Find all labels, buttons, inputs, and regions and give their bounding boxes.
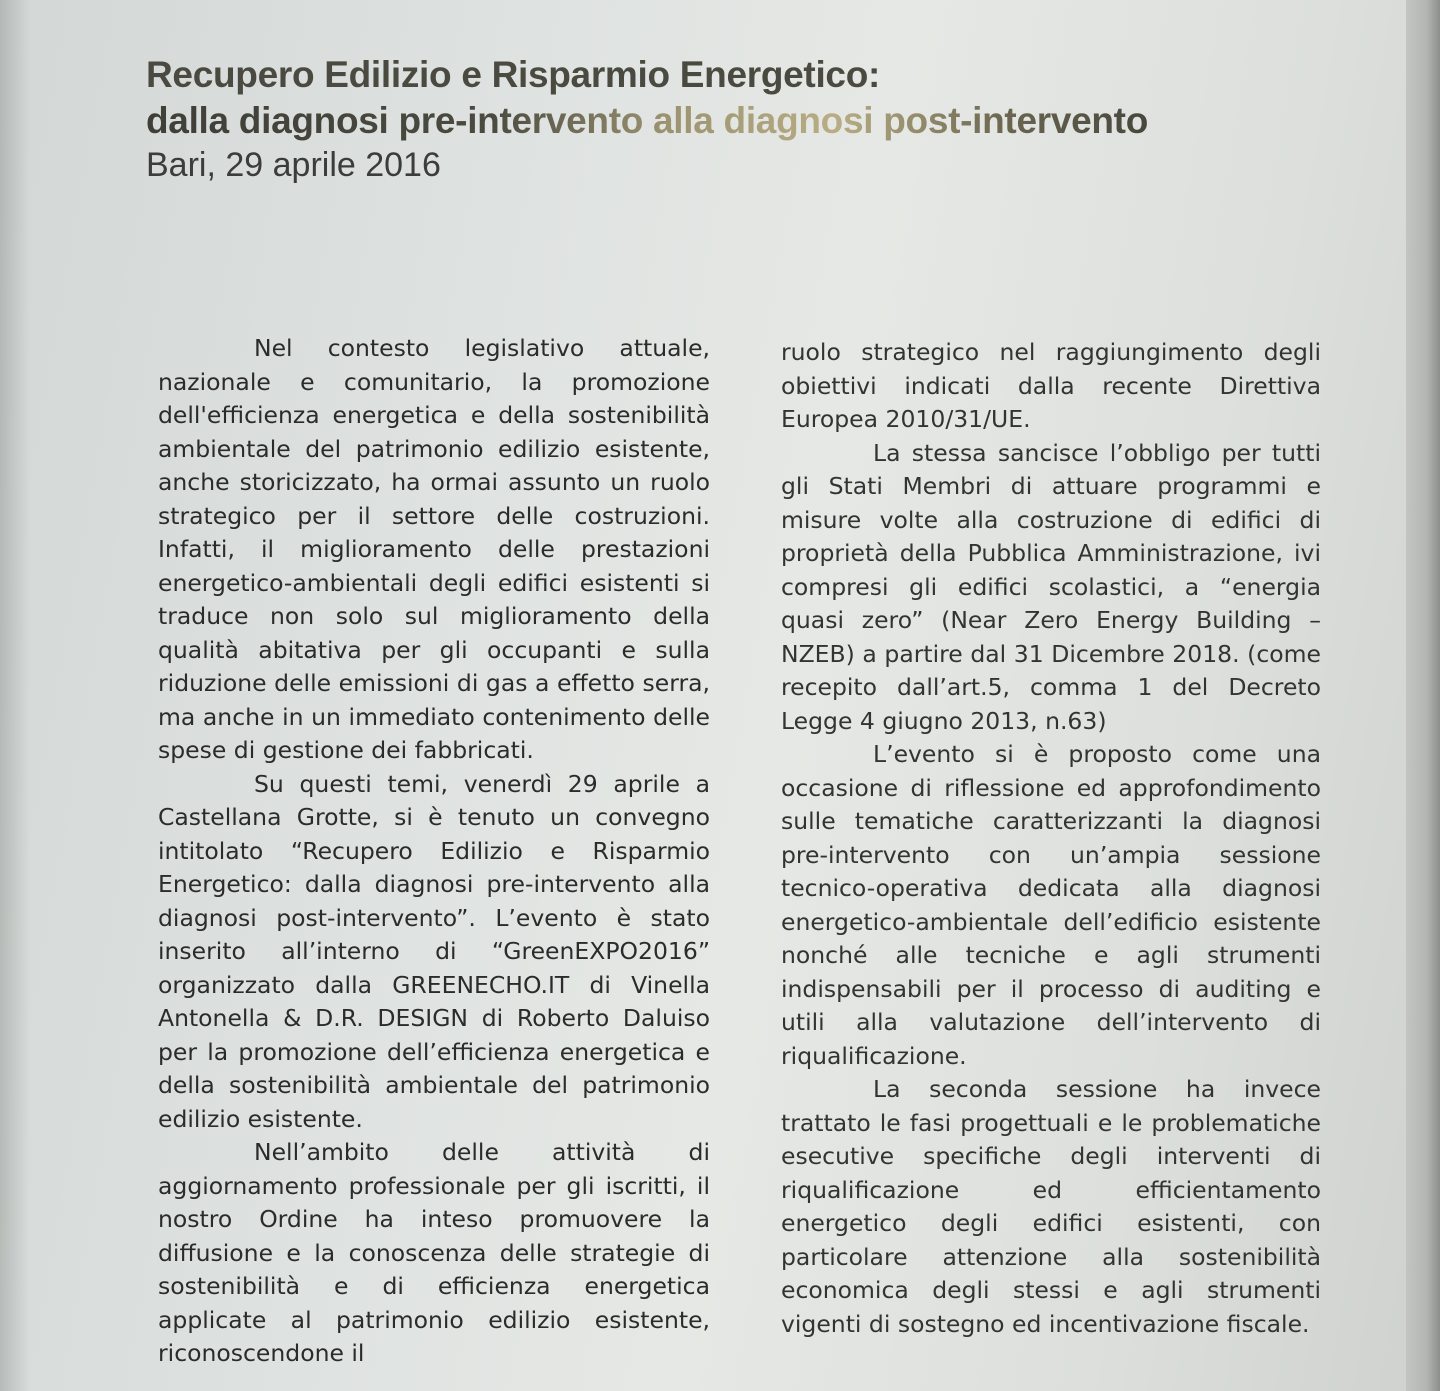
right-paragraph-2: L’evento si è proposto come una occasione di riflessione ed approfondimento sulle tematiche caratterizzanti la diagnosi pre-intervento con un’ampia sessione tecnico-operativa dedicata alla diagnosi energetico-ambientale dell’edificio esistente nonché alle tecniche e agli strumenti indispensabili per il processo di auditing e utili alla valutazione dell’intervento di riqualificazione.	[781, 740, 1321, 1070]
article-date-location: Bari, 29 aprile 2016	[146, 146, 441, 184]
article-title-line-2: dalla diagnosi pre-intervento alla diagnosi post-intervento	[146, 98, 1296, 144]
article-title-line-1: Recupero Edilizio e Risparmio Energetico:	[146, 54, 881, 95]
article-header	[146, 52, 1296, 186]
right-column	[781, 336, 1321, 1341]
left-paragraph-1: Nel contesto legislativo attuale, nazionale e comunitario, la promozione dell'efficienza energetica e della sostenibilità ambientale del patrimonio edilizio esistente, anche storicizzato, ha ormai assunto un ruolo strategico per il settore delle costruzioni. Infatti, il miglioramento delle prestazioni energetico-ambientali degli edifici esistenti si traduce non solo sul miglioramento della qualità abitativa per gli occupanti e sulla riduzione delle emissioni di gas a effetto serra, ma anche in un immediato contenimento delle spese di gestione dei fabbricati.	[158, 334, 710, 764]
left-paragraph-3: Nell’ambito delle attività di aggiornamento professionale per gli iscritti, il nostro Ordine ha inteso promuovere la diffusione e la conoscenza delle strategie di sostenibilità e di efficienza energetica applicate al patrimonio edilizio esistente, riconoscendone il	[158, 1138, 710, 1367]
left-column	[158, 332, 710, 1371]
binding-shadow	[0, 0, 30, 1391]
right-paragraph-continued: ruolo strategico nel raggiungimento degli obiettivi indicati dalla recente Direttiva Europea 2010/31/UE.	[781, 338, 1321, 433]
left-paragraph-2: Su questi temi, venerdì 29 aprile a Castellana Grotte, si è tenuto un convegno intitolato “Recupero Edilizio e Risparmio Energetico: dalla diagnosi pre-intervento alla diagnosi post-intervento”. L’evento è stato inserito all’interno di “GreenEXPO2016” organizzato dalla GREENECHO.IT di Vinella Antonella & D.R. DESIGN di Roberto Daluiso per la promozione dell’efficienza energetica e della sostenibilità ambientale del patrimonio edilizio esistente.	[158, 769, 710, 1133]
right-paragraph-1: La stessa sancisce l’obbligo per tutti gli Stati Membri di attuare programmi e misure volte alla costruzione di edifici di proprietà della Pubblica Amministrazione, ivi compresi gli edifici scolastici, a “energia quasi zero” (Near Zero Energy Building – NZEB) a partire dal 31 Dicembre 2018. (come recepito dall’art.5, comma 1 del Decreto Legge 4 giugno 2013, n.63)	[781, 438, 1321, 735]
page-edge	[1406, 0, 1440, 1391]
right-paragraph-3: La seconda sessione ha invece trattato le fasi progettuali e le problematiche esecutive specifiche degli interventi di riqualificazione ed efficientamento energetico degli edifici esistenti, con particolare attenzione alla sostenibilità economica degli stessi e agli strumenti vigenti di sostegno ed incentivazione fiscale.	[781, 1075, 1321, 1338]
